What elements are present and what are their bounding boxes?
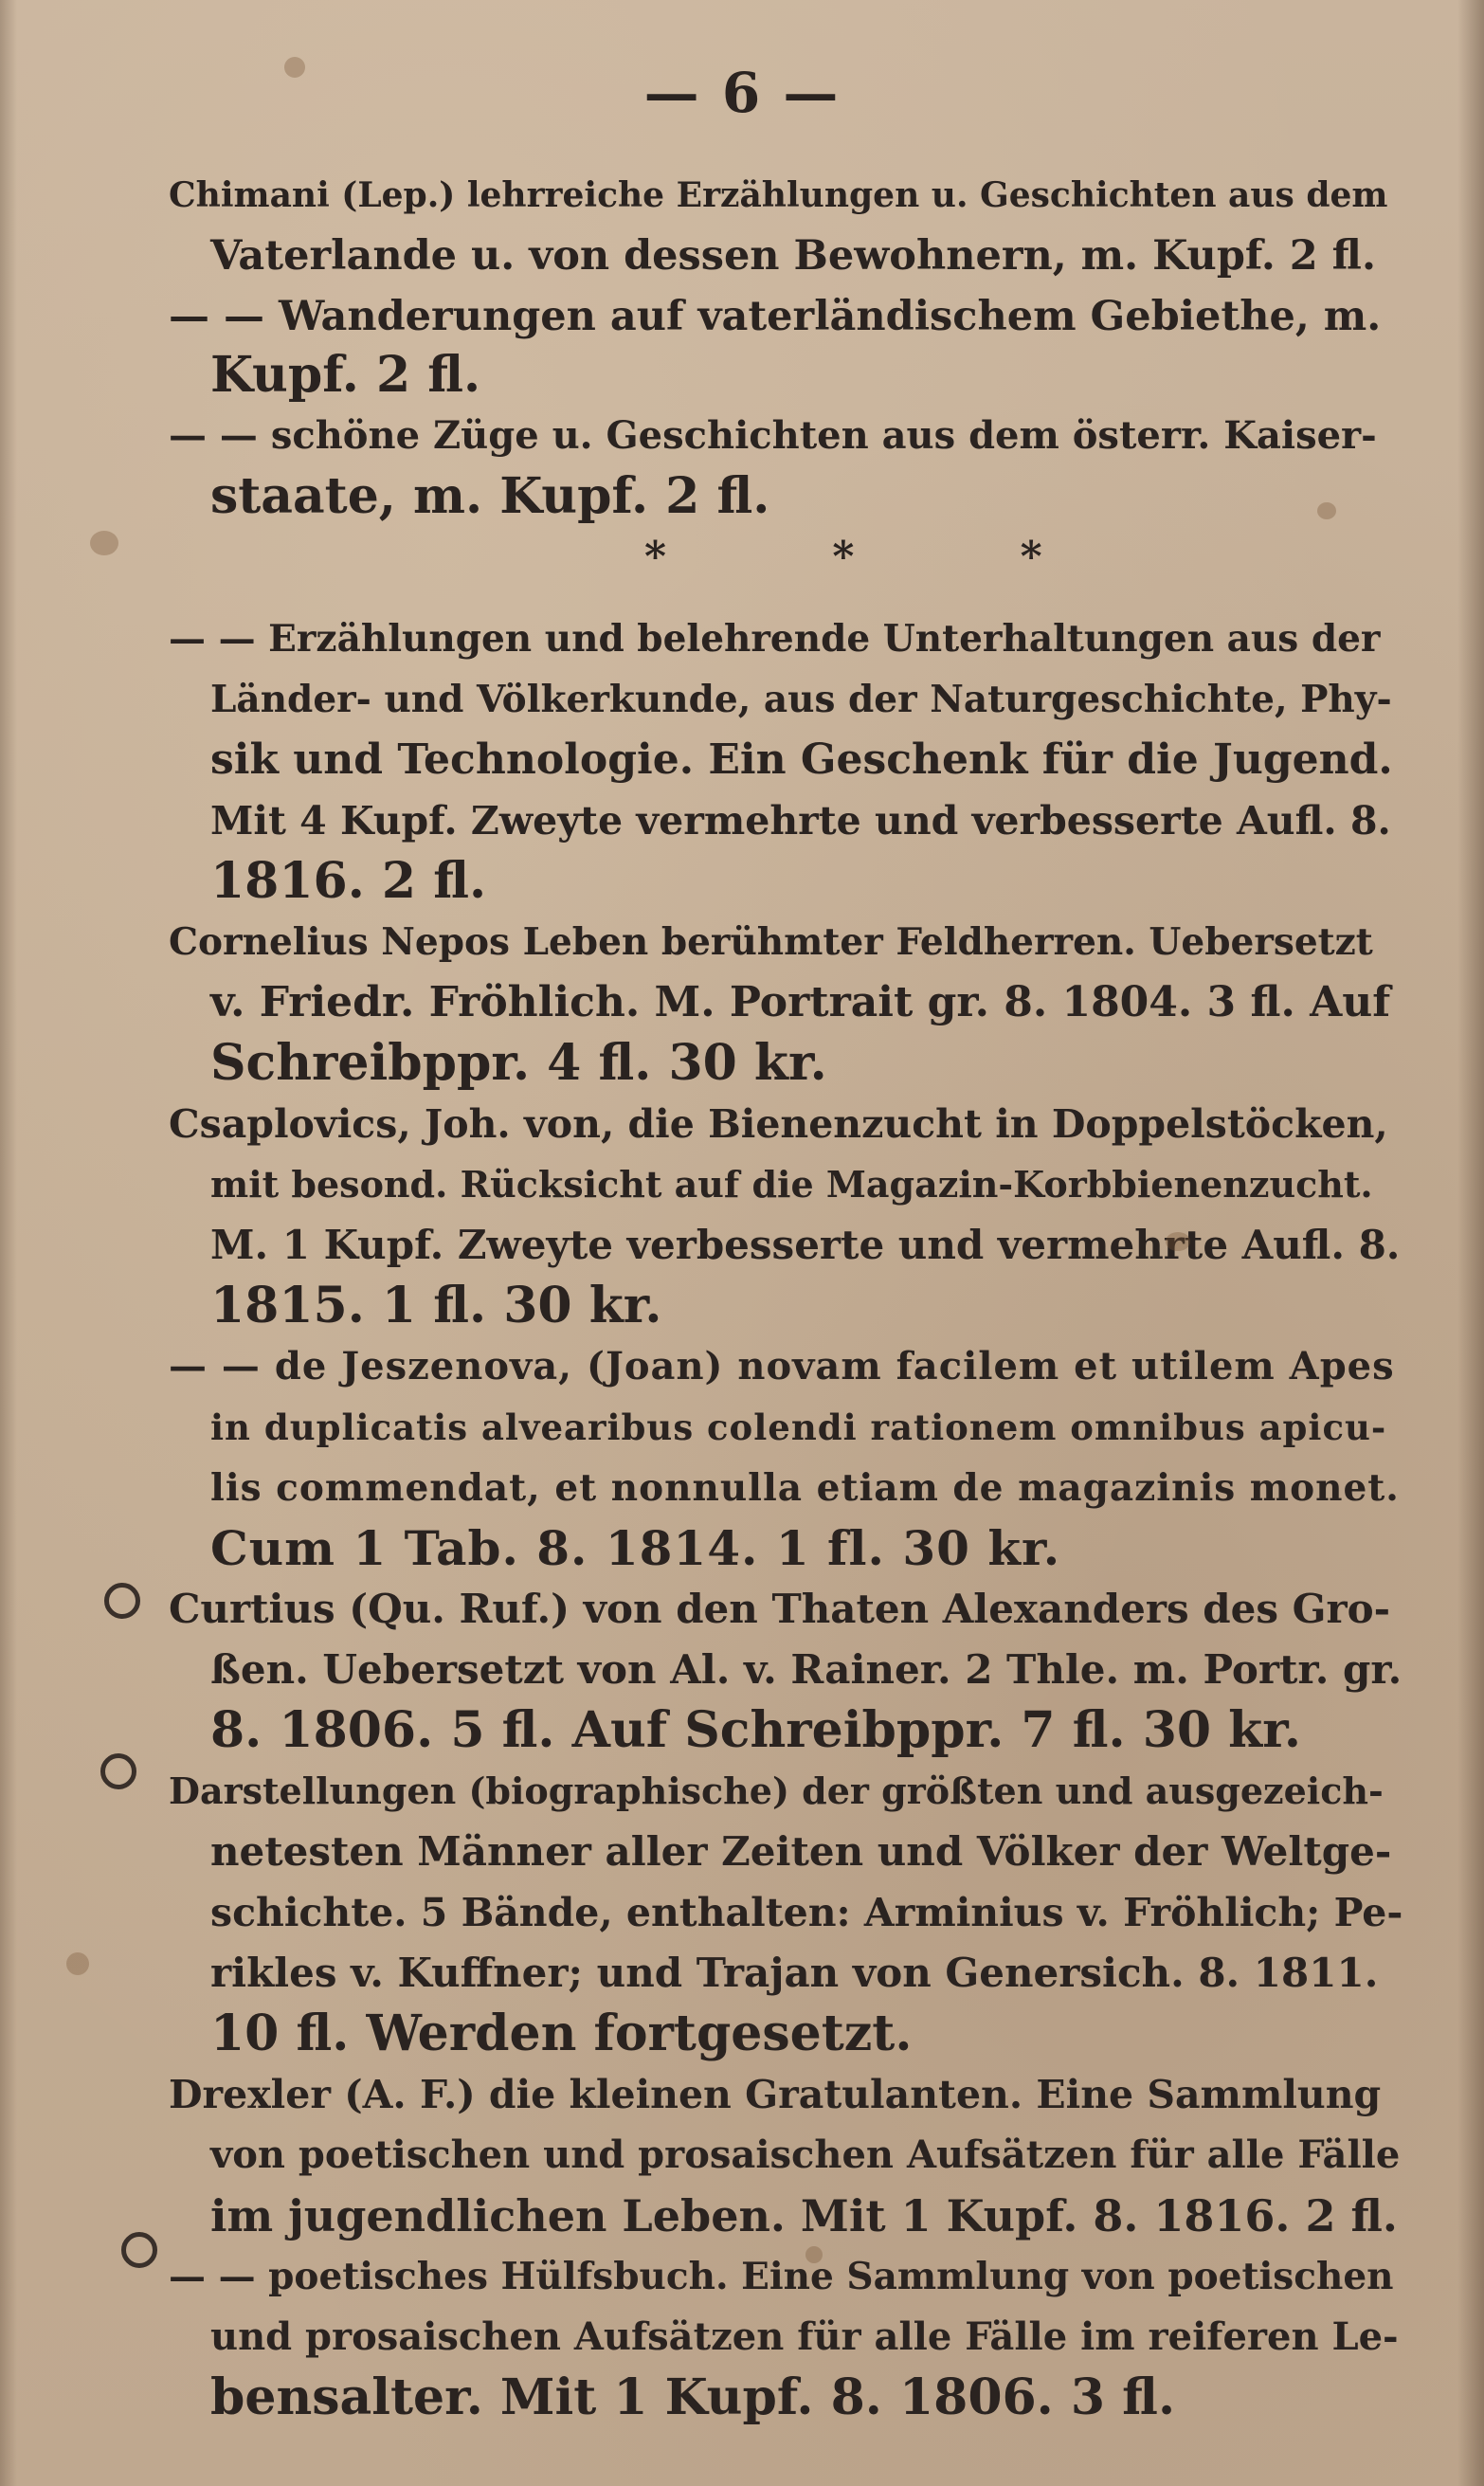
text-line: schichte. 5 Bände, enthalten: Arminius v. Fröhlich; Pe- <box>210 1890 1403 1935</box>
text-line: in duplicatis alvearibus colendi rationem omnibus apicu- <box>210 1406 1387 1448</box>
text-line: — — schöne Züge u. Geschichten aus dem österr. Kaiser- <box>169 413 1377 458</box>
text-line: — — Erzählungen und belehrende Unterhaltungen aus der <box>169 617 1381 661</box>
text-line: Mit 4 Kupf. Zweyte vermehrte und verbesserte Aufl. 8. <box>210 798 1391 844</box>
text-line: bensalter. Mit 1 Kupf. 8. 1806. 3 fl. <box>210 2368 1176 2426</box>
text-line: Curtius (Qu. Ruf.) von den Thaten Alexanders des Gro- <box>169 1586 1391 1632</box>
text-line: 8. 1806. 5 fl. Auf Schreibppr. 7 fl. 30 kr. <box>210 1701 1301 1759</box>
foxing-spot <box>805 2246 823 2263</box>
text-line: M. 1 Kupf. Zweyte verbesserte und vermehrte Aufl. 8. <box>210 1222 1401 1268</box>
text-line: staate, m. Kupf. 2 fl. <box>210 467 770 525</box>
page-number: — 6 — <box>643 61 841 125</box>
foxing-spot <box>66 1952 89 1975</box>
circle-mark-icon <box>100 1753 136 1789</box>
text-line: Drexler (A. F.) die kleinen Gratulanten. Eine Sammlung <box>169 2072 1382 2117</box>
text-line: von poetischen und prosaischen Aufsätzen für alle Fälle <box>210 2132 1401 2177</box>
foxing-spot <box>1166 1232 1190 1251</box>
foxing-spot <box>1317 502 1336 519</box>
text-line: Cornelius Nepos Leben berühmter Feldherren. Uebersetzt <box>169 920 1373 964</box>
text-line: Länder- und Völkerkunde, aus der Naturgeschichte, Phy- <box>210 678 1392 721</box>
text-line: Kupf. 2 fl. <box>210 346 481 404</box>
text-line: Csaplovics, Joh. von, die Bienenzucht in Doppelstöcken, <box>169 1101 1388 1147</box>
text-line: netesten Männer aller Zeiten und Völker der Weltge- <box>210 1828 1392 1875</box>
page-edge-shadow <box>1457 0 1484 2486</box>
text-line: sik und Technologie. Ein Geschenk für die Jugend. <box>210 735 1393 784</box>
section-divider-stars: * * * <box>644 533 1118 581</box>
circle-mark-icon <box>104 1583 140 1619</box>
text-line: lis commendat, et nonnulla etiam de magazinis monet. <box>210 1466 1400 1510</box>
text-line: 1815. 1 fl. 30 kr. <box>210 1277 662 1334</box>
text-line: rikles v. Kuffner; und Trajan von Genersich. 8. 1811. <box>210 1950 1379 1996</box>
text-line: — — poetisches Hülfsbuch. Eine Sammlung von poetischen <box>169 2255 1394 2298</box>
page-left-shadow <box>0 0 17 2486</box>
text-line: im jugendlichen Leben. Mit 1 Kupf. 8. 1816. 2 fl. <box>210 2190 1398 2241</box>
text-line: Chimani (Lep.) lehrreiche Erzählungen u. Geschichten aus dem <box>169 175 1388 215</box>
text-line: Schreibppr. 4 fl. 30 kr. <box>210 1034 827 1092</box>
foxing-spot <box>90 531 118 555</box>
text-line: Darstellungen (biographische) der größten und ausgezeich- <box>169 1769 1384 1812</box>
text-line: ßen. Uebersetzt von Al. v. Rainer. 2 Thle. m. Portr. gr. <box>210 1646 1403 1693</box>
foxing-spot <box>284 57 305 78</box>
text-line: 1816. 2 fl. <box>210 852 487 910</box>
circle-mark-icon <box>121 2232 157 2268</box>
text-line: — — de Jeszenova, (Joan) novam facilem et utilem Apes <box>169 1344 1395 1388</box>
text-line: mit besond. Rücksicht auf die Magazin-Korbbienenzucht. <box>210 1163 1373 1206</box>
text-line: Cum 1 Tab. 8. 1814. 1 fl. 30 kr. <box>210 1520 1061 1576</box>
text-line: 10 fl. Werden fortgesetzt. <box>210 2005 913 2062</box>
text-line: — — Wanderungen auf vaterländischem Gebiethe, m. <box>169 293 1382 340</box>
text-line: und prosaischen Aufsätzen für alle Fälle im reiferen Le- <box>210 2314 1399 2359</box>
text-line: Vaterlande u. von dessen Bewohnern, m. Kupf. 2 fl. <box>210 232 1376 280</box>
text-line: v. Friedr. Fröhlich. M. Portrait gr. 8. 1804. 3 fl. Auf <box>210 978 1391 1026</box>
